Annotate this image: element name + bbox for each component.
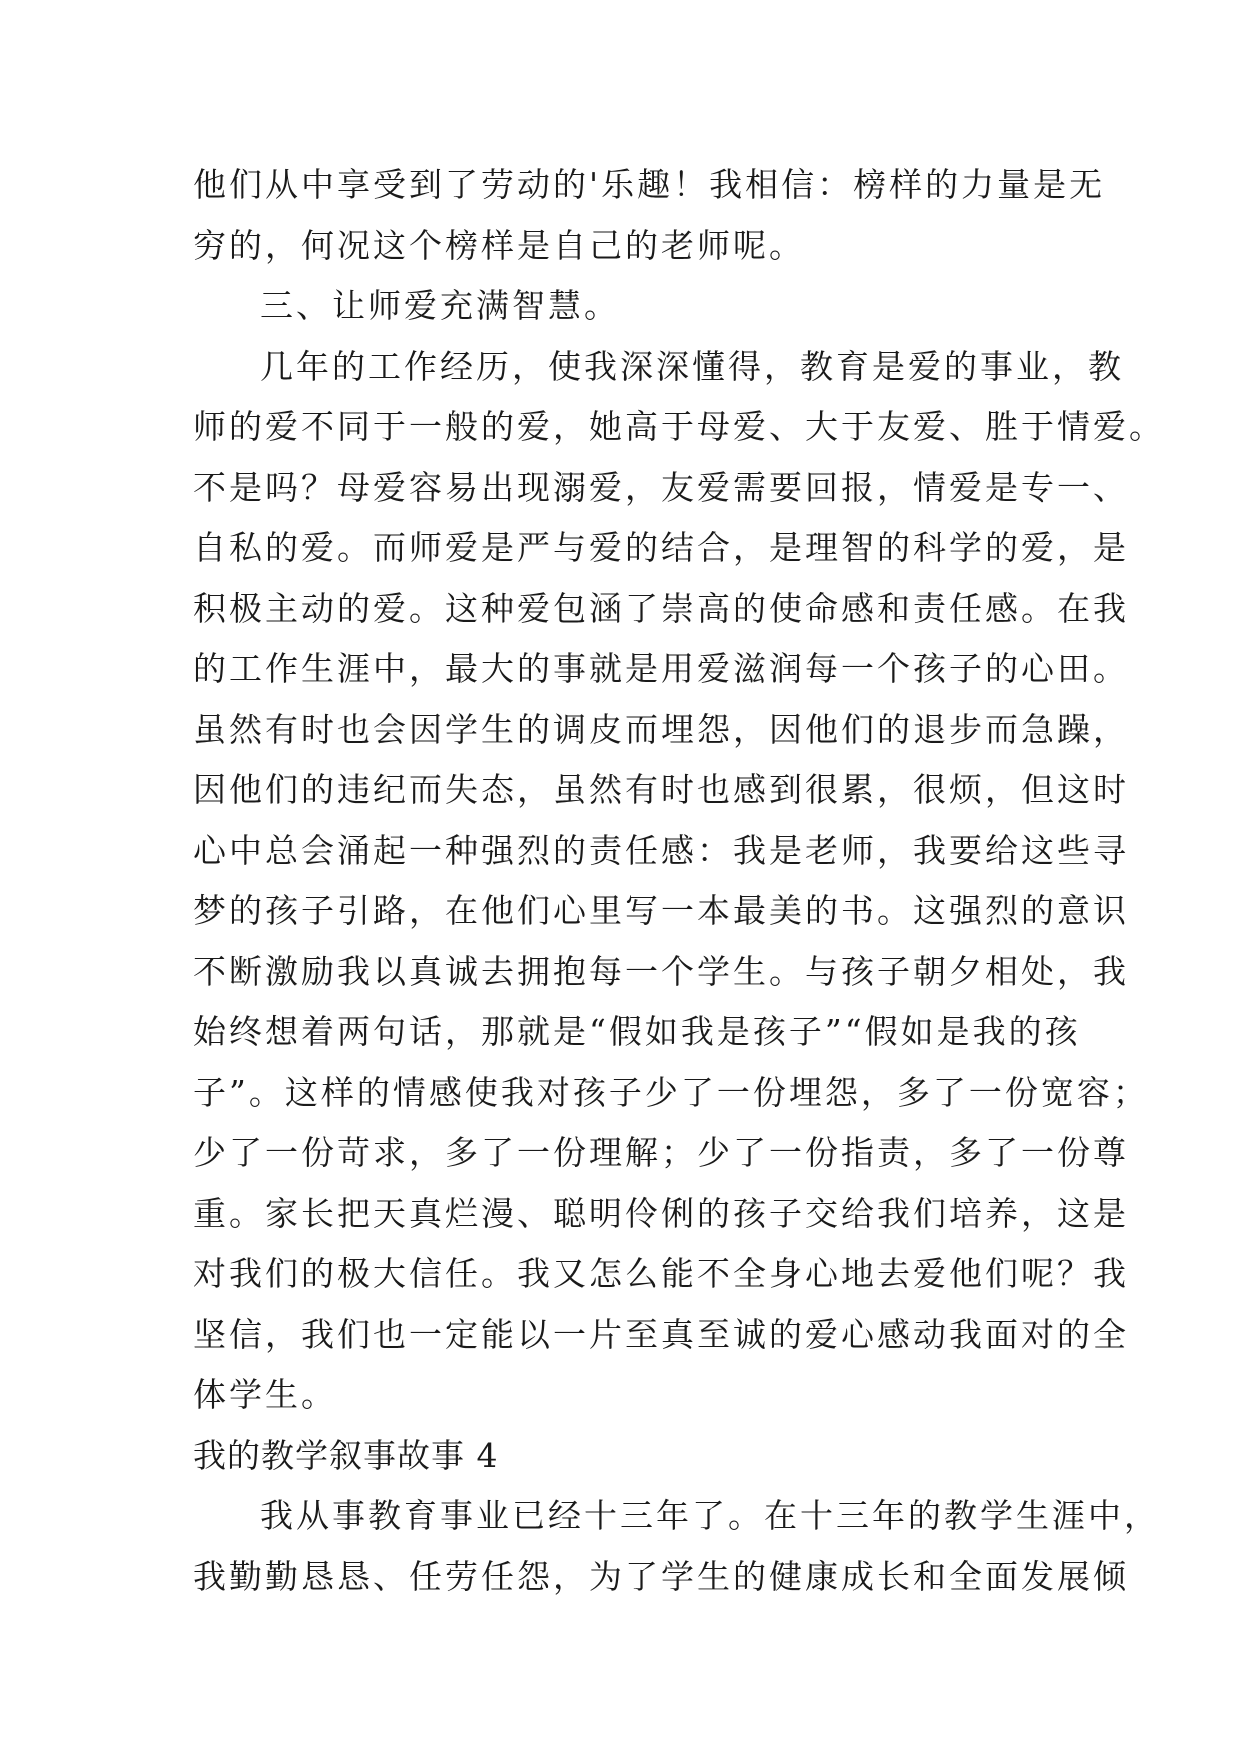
text-line: 少了一份苛求，多了一份理解；少了一份指责，多了一份尊 — [193, 1133, 1129, 1172]
text-line: 因他们的违纪而失态，虽然有时也感到很累，很烦，但这时 — [193, 770, 1129, 809]
text-line: 的工作生涯中，最大的事就是用爱滋润每一个孩子的心田。 — [193, 649, 1129, 688]
text-line: 始终想着两句话，那就是“假如我是孩子”“假如是我的孩 — [193, 1012, 1081, 1051]
text-line: 穷的，何况这个榜样是自己的老师呢。 — [193, 225, 805, 265]
text-line: 积极主动的爱。这种爱包涵了崇高的使命感和责任感。在我 — [193, 588, 1129, 628]
text-line: 子”。这样的情感使我对孩子少了一份埋怨，多了一份宽容； — [193, 1072, 1149, 1112]
text-line: 梦的孩子引路，在他们心里写一本最美的书。这强烈的意识 — [193, 891, 1129, 930]
section-heading: 三、让师爱充满智慧。 — [260, 286, 620, 325]
paragraph — [193, 1486, 1160, 1607]
text-line: 虽然有时也会因学生的调皮而埋怨，因他们的退步而急躁， — [193, 709, 1129, 749]
document-body — [193, 155, 1165, 1607]
text-line: 自私的爱。而师爱是严与爱的结合，是理智的科学的爱，是 — [193, 528, 1129, 567]
text-line: 重。家长把天真烂漫、聪明伶俐的孩子交给我们培养，这是 — [193, 1193, 1129, 1233]
text-line: 坚信，我们也一定能以一片至真至诚的爱心感动我面对的全 — [193, 1314, 1129, 1354]
text-line: 不断激励我以真诚去拥抱每一个学生。与孩子朝夕相处，我 — [193, 951, 1129, 991]
text-line: 对我们的极大信任。我又怎么能不全身心地去爱他们呢？我 — [193, 1254, 1129, 1293]
paragraph — [193, 155, 1106, 276]
text-line: 他们从中享受到了劳动的'乐趣！我相信：榜样的力量是无 — [193, 165, 1106, 204]
text-line: 我勤勤恳恳、任劳任怨，为了学生的健康成长和全面发展倾 — [193, 1556, 1129, 1596]
text-line: 师的爱不同于一般的爱，她高于母爱、大于友爱、胜于情爱。 — [193, 407, 1165, 446]
text-line: 不是吗？母爱容易出现溺爱，友爱需要回报，情爱是专一、 — [193, 467, 1129, 507]
text-line: 几年的工作经历，使我深深懂得，教育是爱的事业，教 — [260, 346, 1124, 386]
text-line: 体学生。 — [193, 1375, 337, 1414]
story-title: 我的教学叙事故事 4 — [193, 1435, 499, 1475]
text-line: 心中总会涌起一种强烈的责任感：我是老师，我要给这些寻 — [193, 830, 1129, 870]
text-line: 我从事教育事业已经十三年了。在十三年的教学生涯中， — [260, 1496, 1160, 1535]
paragraph — [193, 337, 1165, 1426]
